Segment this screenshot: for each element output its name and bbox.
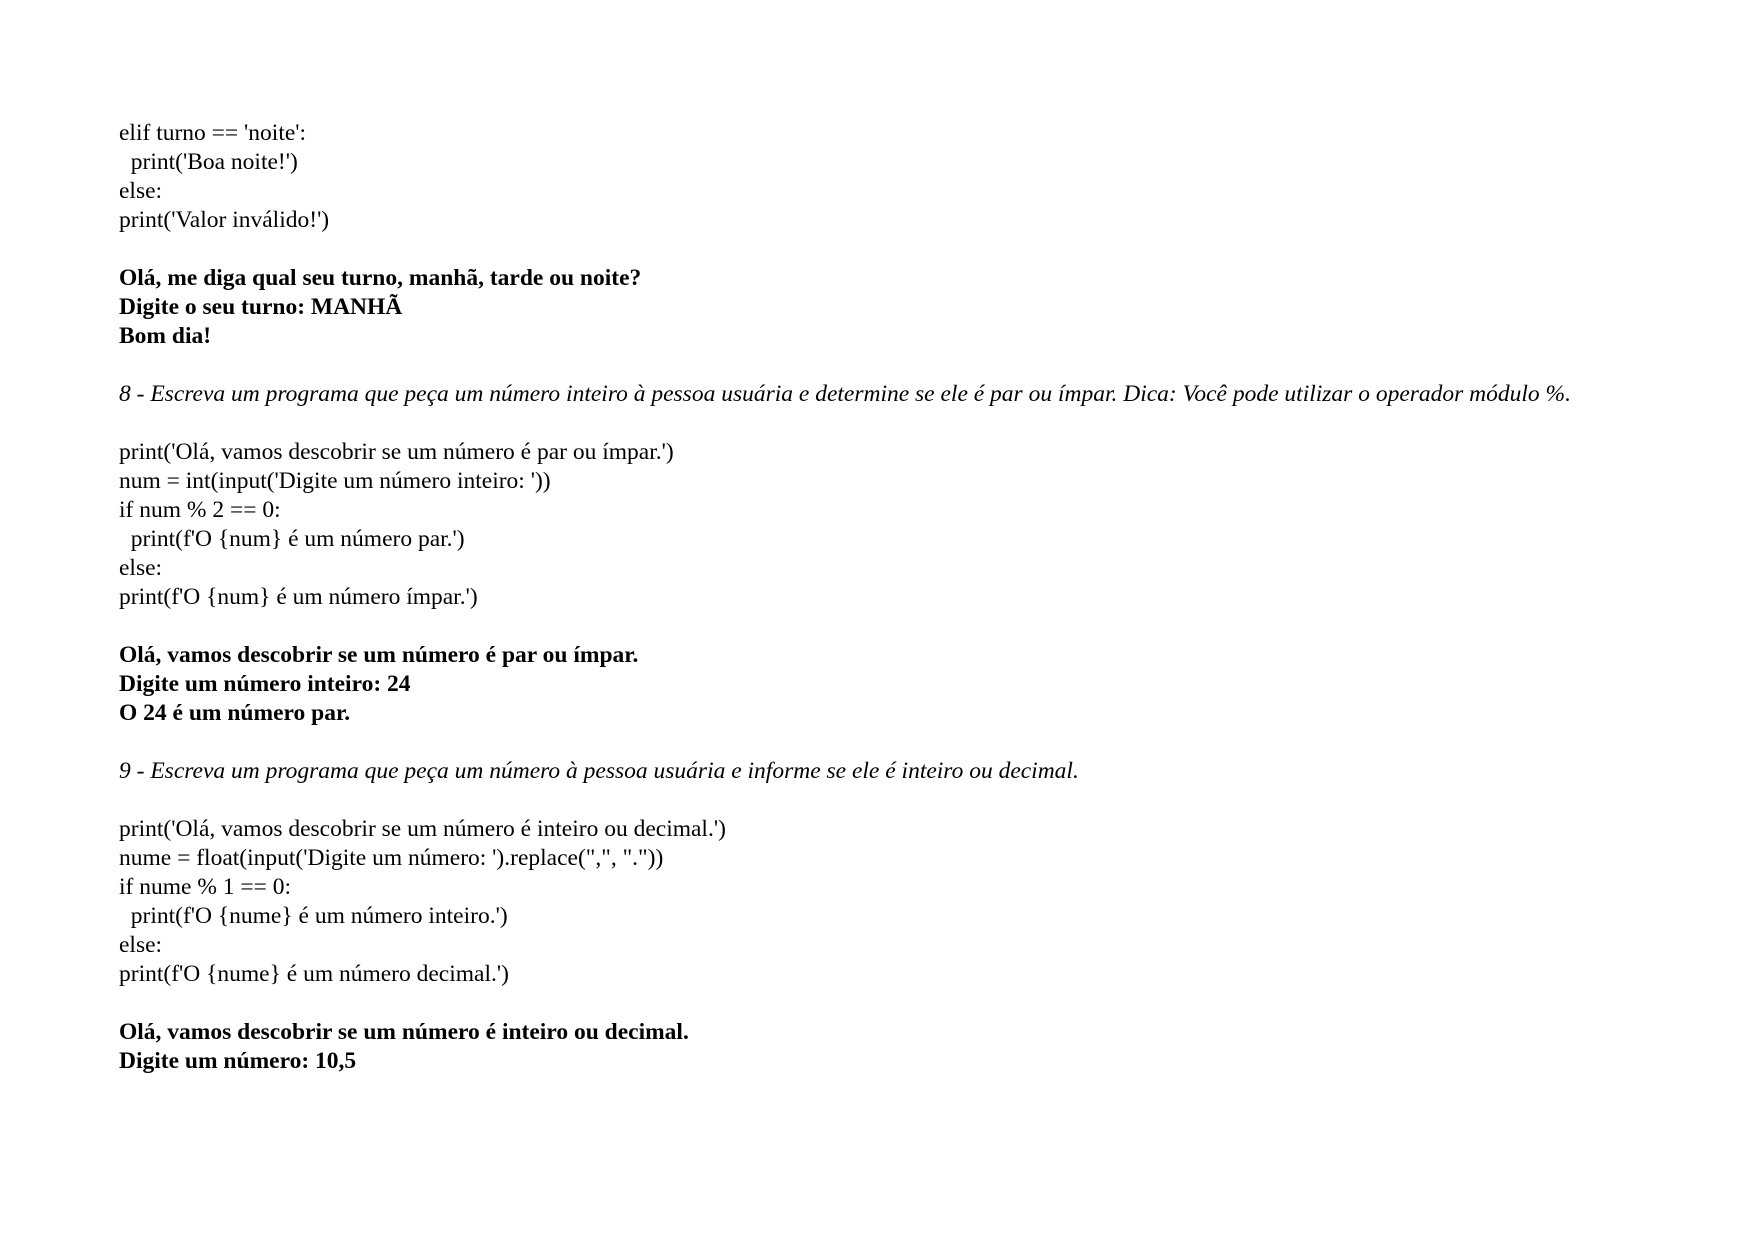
code-line: print(f'O {num} é um número ímpar.') <box>119 584 478 610</box>
spacer <box>119 351 1639 380</box>
code-line: print(f'O {nume} é um número inteiro.') <box>119 903 508 929</box>
output-line: Digite um número: 10,5 <box>119 1048 357 1074</box>
code-line: if num % 2 == 0: <box>119 497 281 523</box>
spacer <box>119 409 1639 438</box>
code-line: print('Olá, vamos descobrir se um número é par ou ímpar.') <box>119 439 674 465</box>
code-line: print('Olá, vamos descobrir se um número é inteiro ou decimal.') <box>119 816 726 842</box>
code-line: print(f'O {nume} é um número decimal.') <box>119 961 509 987</box>
spacer <box>119 612 1639 641</box>
exercise-8-code-block <box>119 438 1639 612</box>
output-line: Olá, vamos descobrir se um número é par ou ímpar. <box>119 642 639 668</box>
spacer <box>119 989 1639 1018</box>
output-line: Olá, me diga qual seu turno, manhã, tarde ou noite? <box>119 265 642 291</box>
code-line: num = int(input('Digite um número inteiro: ')) <box>119 468 551 494</box>
output-line: Olá, vamos descobrir se um número é inteiro ou decimal. <box>119 1019 689 1045</box>
code-line: elif turno == 'noite': <box>119 120 307 146</box>
code-line: else: <box>119 178 163 204</box>
output-block-continuation <box>119 264 1639 351</box>
code-line: else: <box>119 932 163 958</box>
code-line: if nume % 1 == 0: <box>119 874 292 900</box>
exercise-8-output-block <box>119 641 1639 728</box>
code-line: else: <box>119 555 163 581</box>
output-line: Digite o seu turno: MANHÃ <box>119 294 403 320</box>
spacer <box>119 728 1639 757</box>
code-line: print(f'O {num} é um número par.') <box>119 526 465 552</box>
code-line: nume = float(input('Digite um número: ').replace(",", ".")) <box>119 845 664 871</box>
spacer <box>119 786 1639 815</box>
exercise-9-code-block <box>119 815 1639 989</box>
spacer <box>119 235 1639 264</box>
exercise-8-prompt: 8 - Escreva um programa que peça um número inteiro à pessoa usuária e determine se ele é par ou ímpar. Dica: Você pode utilizar o operador módulo %. <box>119 381 1571 407</box>
output-line: O 24 é um número par. <box>119 700 351 726</box>
code-block-continuation <box>119 119 1639 235</box>
exercise-9-prompt: 9 - Escreva um programa que peça um número à pessoa usuária e informe se ele é inteiro ou decimal. <box>119 758 1079 784</box>
document-page <box>119 119 1639 1076</box>
output-line: Bom dia! <box>119 323 212 349</box>
code-line: print('Boa noite!') <box>119 149 298 175</box>
code-line: print('Valor inválido!') <box>119 207 330 233</box>
exercise-9-output-block <box>119 1018 1639 1076</box>
output-line: Digite um número inteiro: 24 <box>119 671 411 697</box>
